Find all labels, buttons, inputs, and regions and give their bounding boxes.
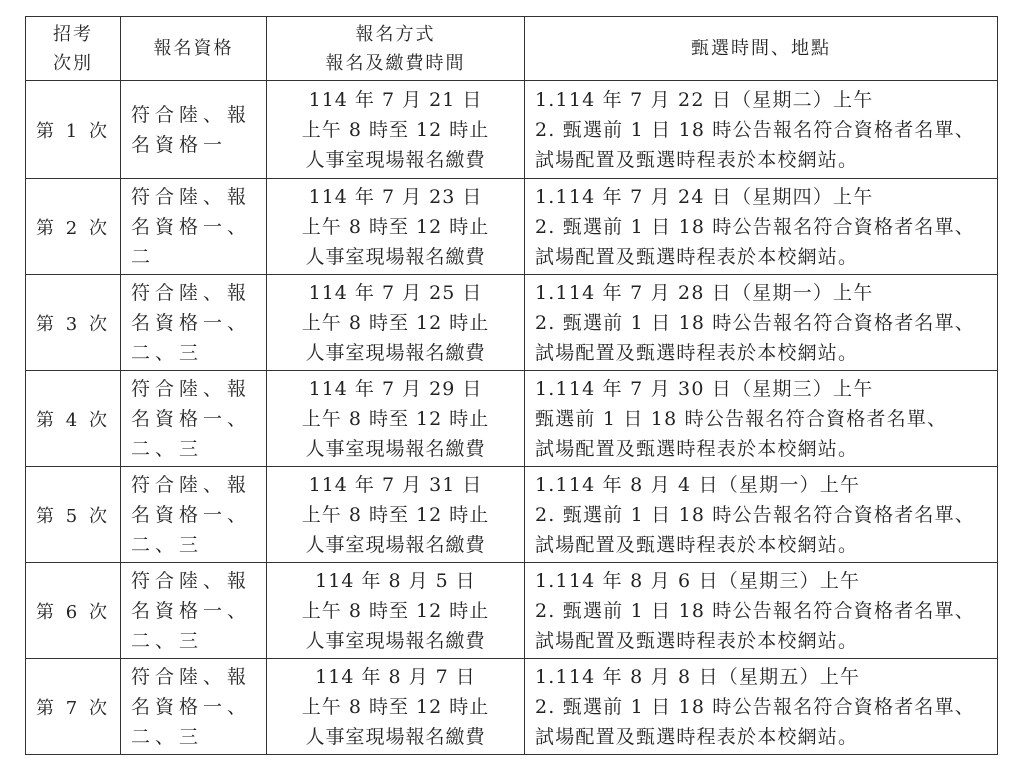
exam-line: 試場配置及甄選時程表於本校網站。: [535, 629, 859, 652]
qualification-cell: [121, 371, 267, 467]
exam-line: 1.114 年 8 月 8 日（星期五）上午: [535, 665, 861, 688]
exam-cell: [525, 179, 998, 275]
method-line: 人事室現場報名繳費: [305, 245, 486, 268]
exam-line: 2. 甄選前 1 日 18 時公告報名符合資格者名單、: [535, 599, 975, 622]
qualification-line: 符合陸、報: [131, 185, 252, 208]
table-row: [26, 275, 998, 371]
table-row: [26, 371, 998, 467]
qualification-line: 名資格一: [131, 133, 228, 156]
header-qualification-label: 報名資格: [153, 38, 234, 59]
header-method-line: 報名方式: [355, 23, 436, 45]
method-line: 上午 8 時至 12 時止: [301, 503, 490, 526]
method-line: 上午 8 時至 12 時止: [301, 695, 490, 718]
qualification-line: 符合陸、報: [131, 103, 252, 126]
qualification-line: 符合陸、報: [131, 377, 252, 400]
method-line: 上午 8 時至 12 時止: [301, 599, 490, 622]
table-row: [26, 467, 998, 563]
method-cell: [267, 275, 525, 371]
method-line: 114 年 8 月 7 日: [315, 665, 476, 688]
round-cell: 第 7 次: [26, 659, 121, 755]
exam-line: 2. 甄選前 1 日 18 時公告報名符合資格者名單、: [535, 503, 975, 526]
qualification-line: 名資格一、: [131, 311, 252, 334]
table-row: [26, 659, 998, 755]
header-round-line: 次別: [53, 52, 93, 74]
exam-line: 1.114 年 8 月 6 日（星期三）上午: [535, 569, 861, 592]
qualification-line: 二、三: [131, 437, 204, 460]
qualification-cell: [121, 563, 267, 659]
exam-line: 1.114 年 7 月 22 日（星期二）上午: [535, 88, 874, 111]
method-line: 上午 8 時至 12 時止: [301, 311, 490, 334]
header-row: [26, 17, 998, 81]
qualification-line: 二: [131, 245, 156, 268]
method-cell: [267, 81, 525, 179]
method-line: 人事室現場報名繳費: [305, 437, 486, 460]
qualification-line: 二、三: [131, 725, 204, 748]
header-exam: [525, 17, 998, 81]
method-line: 114 年 7 月 29 日: [308, 377, 483, 400]
method-line: 人事室現場報名繳費: [305, 629, 486, 652]
qualification-cell: [121, 467, 267, 563]
exam-cell: [525, 563, 998, 659]
exam-cell: [525, 81, 998, 179]
method-line: 人事室現場報名繳費: [305, 725, 486, 748]
method-line: 人事室現場報名繳費: [305, 341, 486, 364]
exam-line: 試場配置及甄選時程表於本校網站。: [535, 533, 859, 556]
qualification-cell: [121, 179, 267, 275]
round-cell: 第 5 次: [26, 467, 121, 563]
exam-line: 1.114 年 7 月 24 日（星期四）上午: [535, 185, 874, 208]
exam-cell: [525, 659, 998, 755]
exam-line: 1.114 年 7 月 28 日（星期一）上午: [535, 281, 874, 304]
qualification-line: 名資格一、: [131, 407, 252, 430]
exam-line: 試場配置及甄選時程表於本校網站。: [535, 725, 859, 748]
header-round-line: 招考: [53, 23, 93, 45]
header-round: [26, 17, 121, 81]
exam-line: 2. 甄選前 1 日 18 時公告報名符合資格者名單、: [535, 215, 975, 238]
method-cell: [267, 467, 525, 563]
header-exam-label: 甄選時間、地點: [691, 38, 831, 59]
exam-line: 1.114 年 8 月 4 日（星期一）上午: [535, 473, 861, 496]
exam-line: 1.114 年 7 月 30 日（星期三）上午: [535, 377, 874, 400]
qualification-line: 符合陸、報: [131, 473, 252, 496]
qualification-line: 名資格一、: [131, 695, 252, 718]
method-cell: [267, 179, 525, 275]
method-line: 114 年 8 月 5 日: [315, 569, 476, 592]
round-cell: 第 6 次: [26, 563, 121, 659]
method-line: 114 年 7 月 31 日: [308, 473, 483, 496]
header-method: [267, 17, 525, 81]
qualification-line: 符合陸、報: [131, 569, 252, 592]
method-line: 114 年 7 月 25 日: [308, 281, 483, 304]
table-row: [26, 81, 998, 179]
method-cell: [267, 659, 525, 755]
qualification-cell: [121, 81, 267, 179]
round-cell: 第 3 次: [26, 275, 121, 371]
table-row: [26, 563, 998, 659]
exam-line: 試場配置及甄選時程表於本校網站。: [535, 148, 859, 171]
exam-line: 2. 甄選前 1 日 18 時公告報名符合資格者名單、: [535, 311, 975, 334]
method-line: 人事室現場報名繳費: [305, 533, 486, 556]
qualification-line: 符合陸、報: [131, 281, 252, 304]
exam-line: 試場配置及甄選時程表於本校網站。: [535, 437, 859, 460]
table-row: [26, 179, 998, 275]
round-cell: 第 2 次: [26, 179, 121, 275]
qualification-line: 名資格一、: [131, 503, 252, 526]
round-cell: 第 4 次: [26, 371, 121, 467]
header-qualification: [121, 17, 267, 81]
recruitment-schedule-table: [25, 16, 998, 755]
method-line: 上午 8 時至 12 時止: [301, 118, 490, 141]
qualification-cell: [121, 275, 267, 371]
qualification-line: 二、三: [131, 341, 204, 364]
method-cell: [267, 371, 525, 467]
method-line: 114 年 7 月 23 日: [308, 185, 483, 208]
exam-line: 試場配置及甄選時程表於本校網站。: [535, 341, 859, 364]
exam-line: 試場配置及甄選時程表於本校網站。: [535, 245, 859, 268]
qualification-line: 名資格一、: [131, 599, 252, 622]
qualification-line: 名資格一、: [131, 215, 252, 238]
method-line: 上午 8 時至 12 時止: [301, 407, 490, 430]
header-method-line: 報名及繳費時間: [325, 52, 466, 74]
method-line: 上午 8 時至 12 時止: [301, 215, 490, 238]
qualification-line: 二、三: [131, 533, 204, 556]
exam-cell: [525, 371, 998, 467]
exam-line: 甄選前 1 日 18 時公告報名符合資格者名單、: [535, 407, 948, 430]
round-cell: 第 1 次: [26, 81, 121, 179]
method-line: 114 年 7 月 21 日: [308, 88, 483, 111]
exam-line: 2. 甄選前 1 日 18 時公告報名符合資格者名單、: [535, 118, 975, 141]
exam-cell: [525, 275, 998, 371]
qualification-line: 二、三: [131, 629, 204, 652]
exam-cell: [525, 467, 998, 563]
qualification-cell: [121, 659, 267, 755]
exam-line: 2. 甄選前 1 日 18 時公告報名符合資格者名單、: [535, 695, 975, 718]
method-cell: [267, 563, 525, 659]
qualification-line: 符合陸、報: [131, 665, 252, 688]
method-line: 人事室現場報名繳費: [305, 148, 486, 171]
